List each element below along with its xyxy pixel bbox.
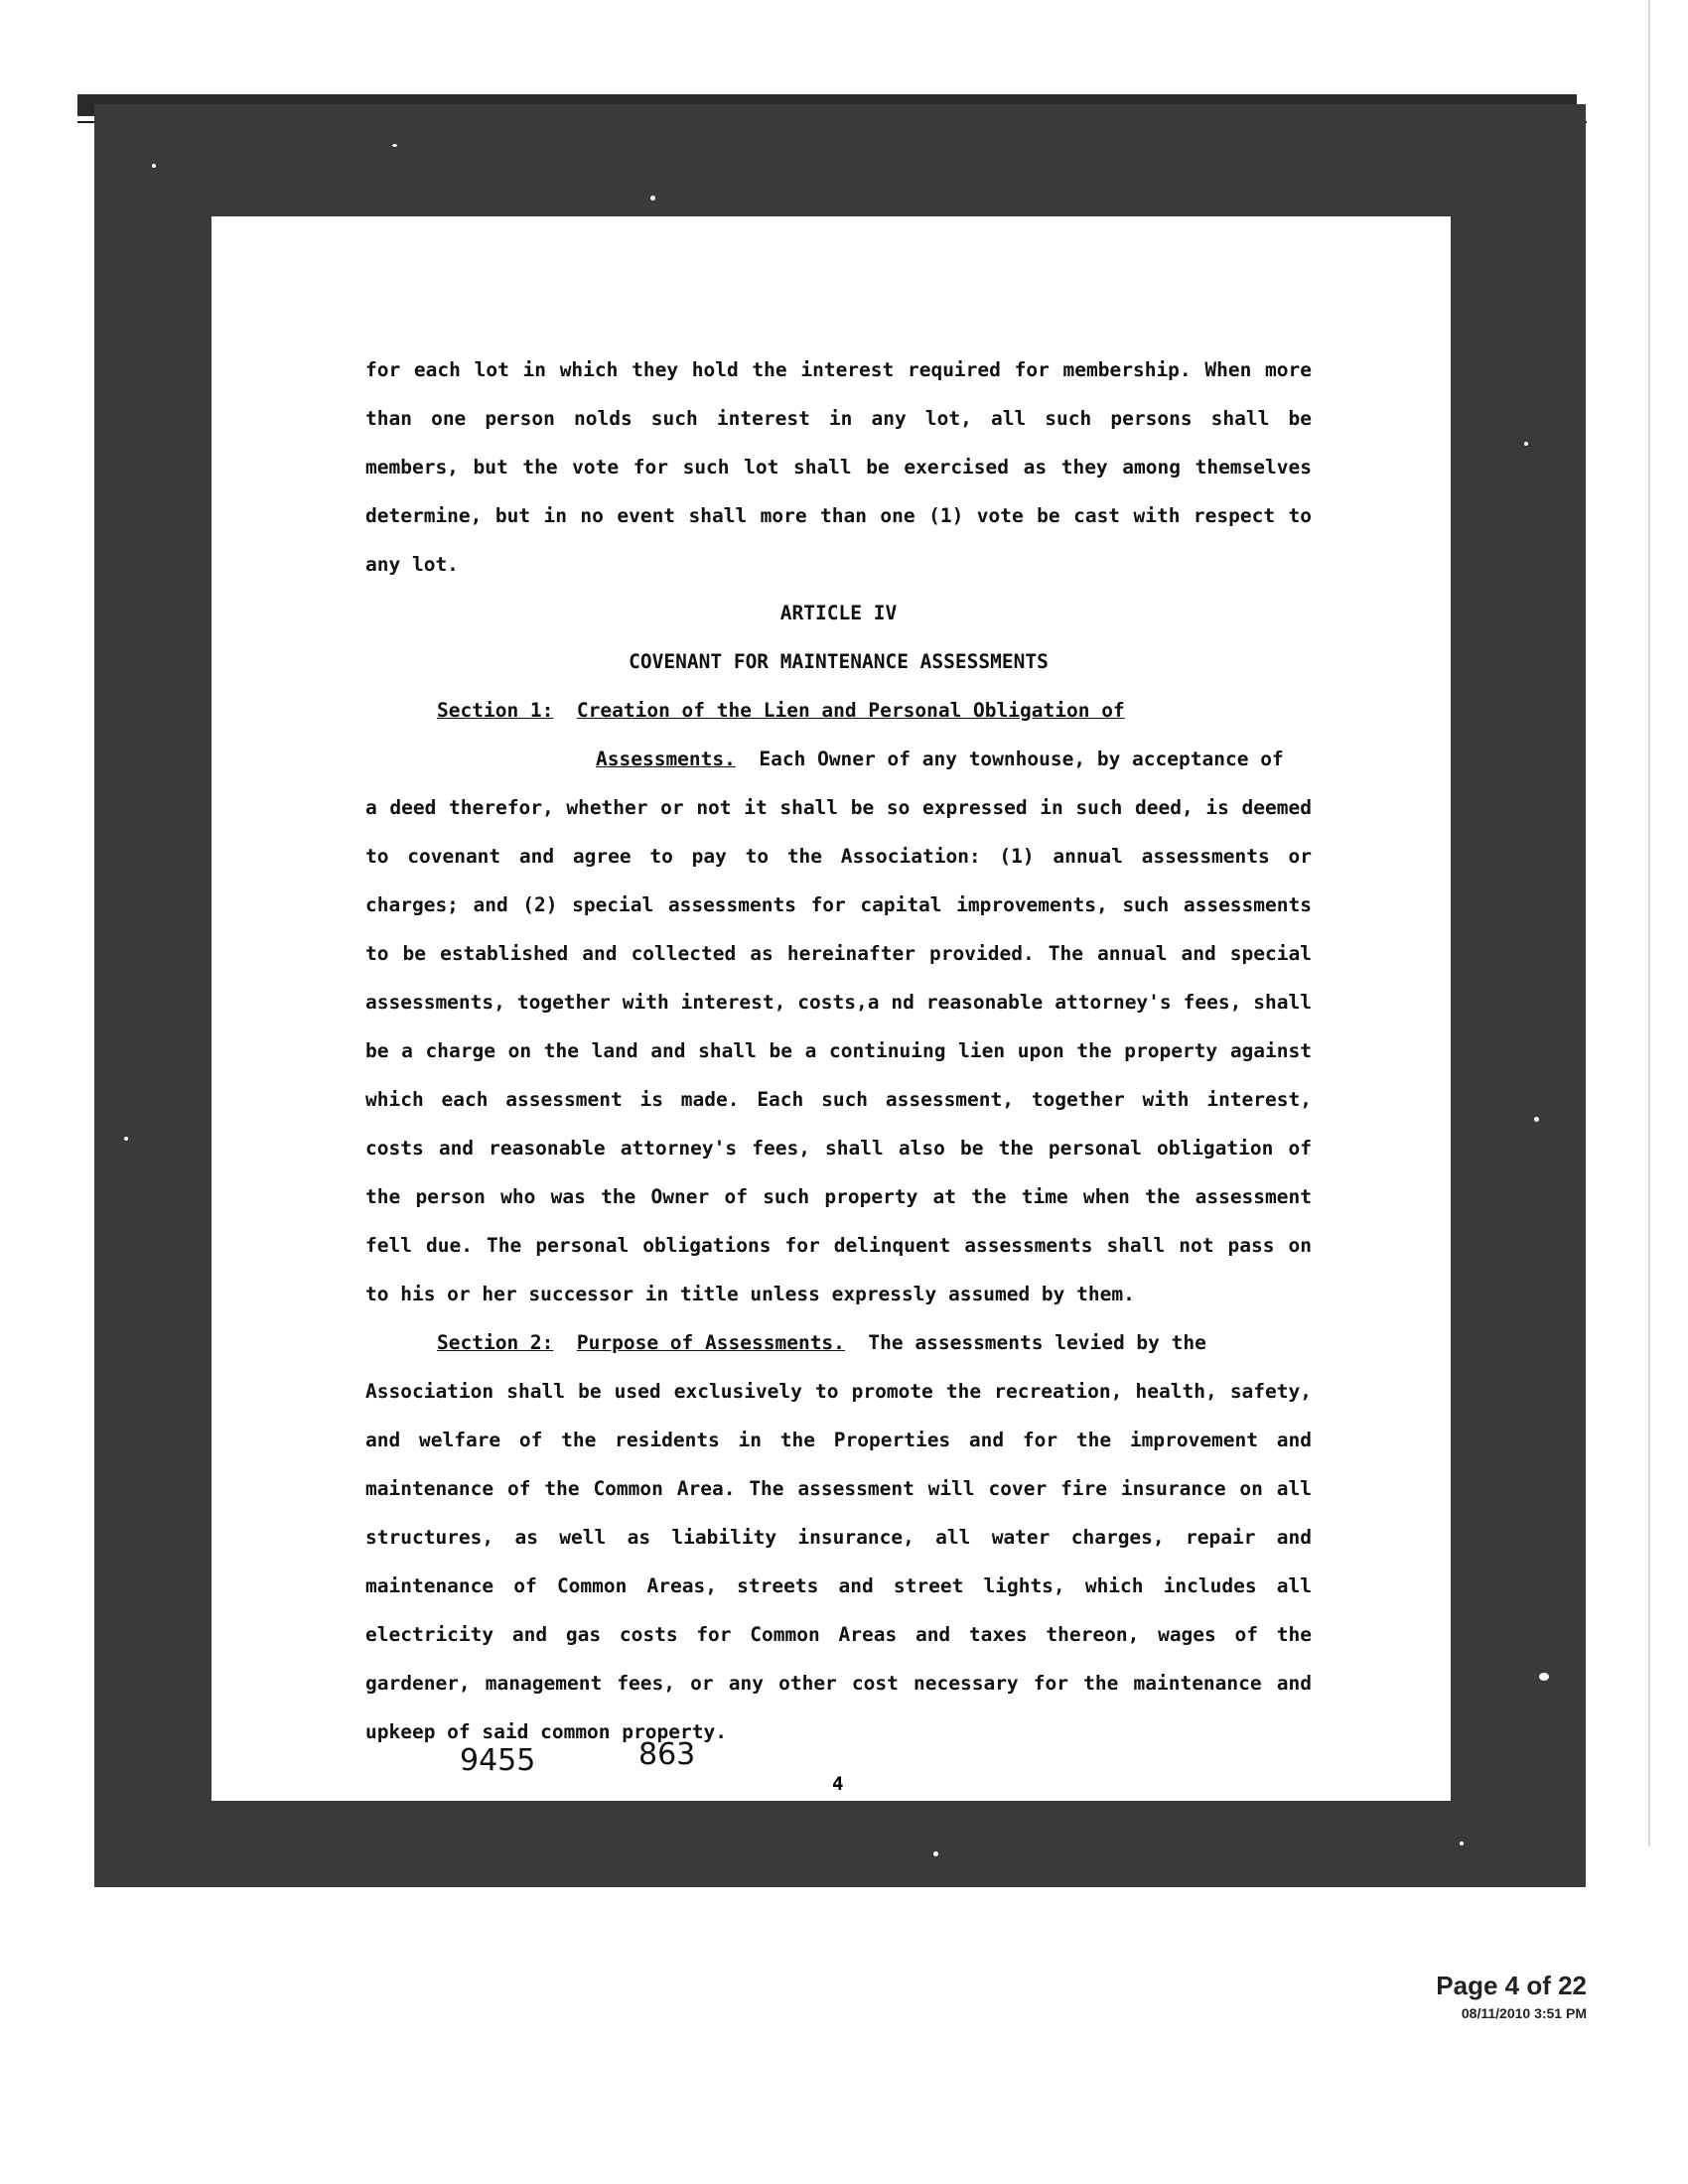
section-1-title: Creation of the Lien and Personal Obligation of [576, 699, 1125, 722]
paragraph-line: a deed therefor, whether or not it shall be so expressed in such deed, is deemed [365, 796, 1312, 819]
scan-speck [124, 1137, 128, 1141]
paragraph-line: which each assessment is made. Each such assessment, together with interest, [365, 1088, 1312, 1111]
section-2-title: Purpose of Assessments. [576, 1331, 845, 1354]
paragraph-line: to covenant and agree to pay to the Association: (1) annual assessments or [365, 845, 1312, 868]
page-number: 4 [832, 1773, 844, 1795]
article-heading: ARTICLE IV [779, 602, 898, 624]
section-1-heading [365, 686, 1312, 735]
scan-edge-line [1648, 0, 1650, 1846]
scan-speck [392, 144, 397, 147]
paragraph-line: Association shall be used exclusively to promote the recreation, health, safety, [365, 1380, 1312, 1403]
paragraph-line: determine, but in no event shall more than one (1) vote be cast with respect to [365, 504, 1312, 527]
paragraph-line: the person who was the Owner of such property at the time when the assessment [365, 1185, 1312, 1208]
scan-speck [1524, 442, 1528, 446]
section-2-label: Section 2: [437, 1331, 554, 1354]
paragraph-line: maintenance of the Common Area. The assessment will cover fire insurance on all [365, 1477, 1312, 1500]
paragraph-line: electricity and gas costs for Common Areas and taxes thereon, wages of the [365, 1623, 1312, 1646]
paragraph-line: for each lot in which they hold the interest required for membership. When more [365, 358, 1312, 381]
paragraph-line: than one person nolds such interest in any lot, all such persons shall be [365, 407, 1312, 430]
paragraph-line: assessments, together with interest, costs,a nd reasonable attorney's fees, shall [365, 991, 1312, 1014]
section-1-title-cont: Assessments. [596, 748, 736, 770]
paragraph-line: charges; and (2) special assessments for capital improvements, such assessments [365, 893, 1312, 916]
scan-speck [1534, 1117, 1539, 1122]
paragraph-line: to be established and collected as hereinafter provided. The annual and special [365, 942, 1312, 965]
scan-speck [650, 196, 655, 201]
paragraph-line: members, but the vote for such lot shall be exercised as they among themselves [365, 456, 1312, 478]
section-2-text: The assessments levied by the [868, 1331, 1206, 1354]
paragraph-line: upkeep of said common property. [365, 1720, 727, 1743]
section-1-text: Each Owner of any townhouse, by acceptance of [759, 748, 1284, 770]
paragraph-line: be a charge on the land and shall be a continuing lien upon the property against [365, 1039, 1312, 1062]
article-subheading: COVENANT FOR MAINTENANCE ASSESSMENTS [629, 650, 1049, 673]
timestamp: 08/11/2010 3:51 PM [1461, 2005, 1587, 2021]
page-count-label: Page 4 of 22 [1436, 1971, 1587, 2000]
paragraph-line: maintenance of Common Areas, streets and street lights, which includes all [365, 1574, 1312, 1597]
paragraph-line: gardener, management fees, or any other cost necessary for the maintenance and [365, 1672, 1312, 1695]
scan-speck [152, 164, 156, 168]
paragraph-line: structures, as well as liability insurance, all water charges, repair and [365, 1526, 1312, 1549]
section-2-first-line [365, 1318, 1312, 1367]
scan-speck [933, 1851, 938, 1856]
scan-speck [1539, 1673, 1549, 1681]
page-footer [1436, 1971, 1587, 2021]
page-reference: 863 [638, 1737, 696, 1772]
paragraph-line: costs and reasonable attorney's fees, shall also be the personal obligation of [365, 1137, 1312, 1160]
book-number: 9455 [460, 1743, 536, 1778]
scan-speck [1460, 1842, 1464, 1845]
paragraph-line: fell due. The personal obligations for delinquent assessments shall not pass on [365, 1234, 1312, 1257]
paragraph-line: and welfare of the residents in the Properties and for the improvement and [365, 1429, 1312, 1451]
paragraph-line: any lot. [365, 553, 459, 576]
document-body [365, 345, 1312, 1756]
section-1-first-line [365, 735, 1312, 783]
section-1-label: Section 1: [437, 699, 554, 722]
document-page [211, 216, 1451, 1801]
paragraph-line: to his or her successor in title unless expressly assumed by them. [365, 1283, 1135, 1305]
